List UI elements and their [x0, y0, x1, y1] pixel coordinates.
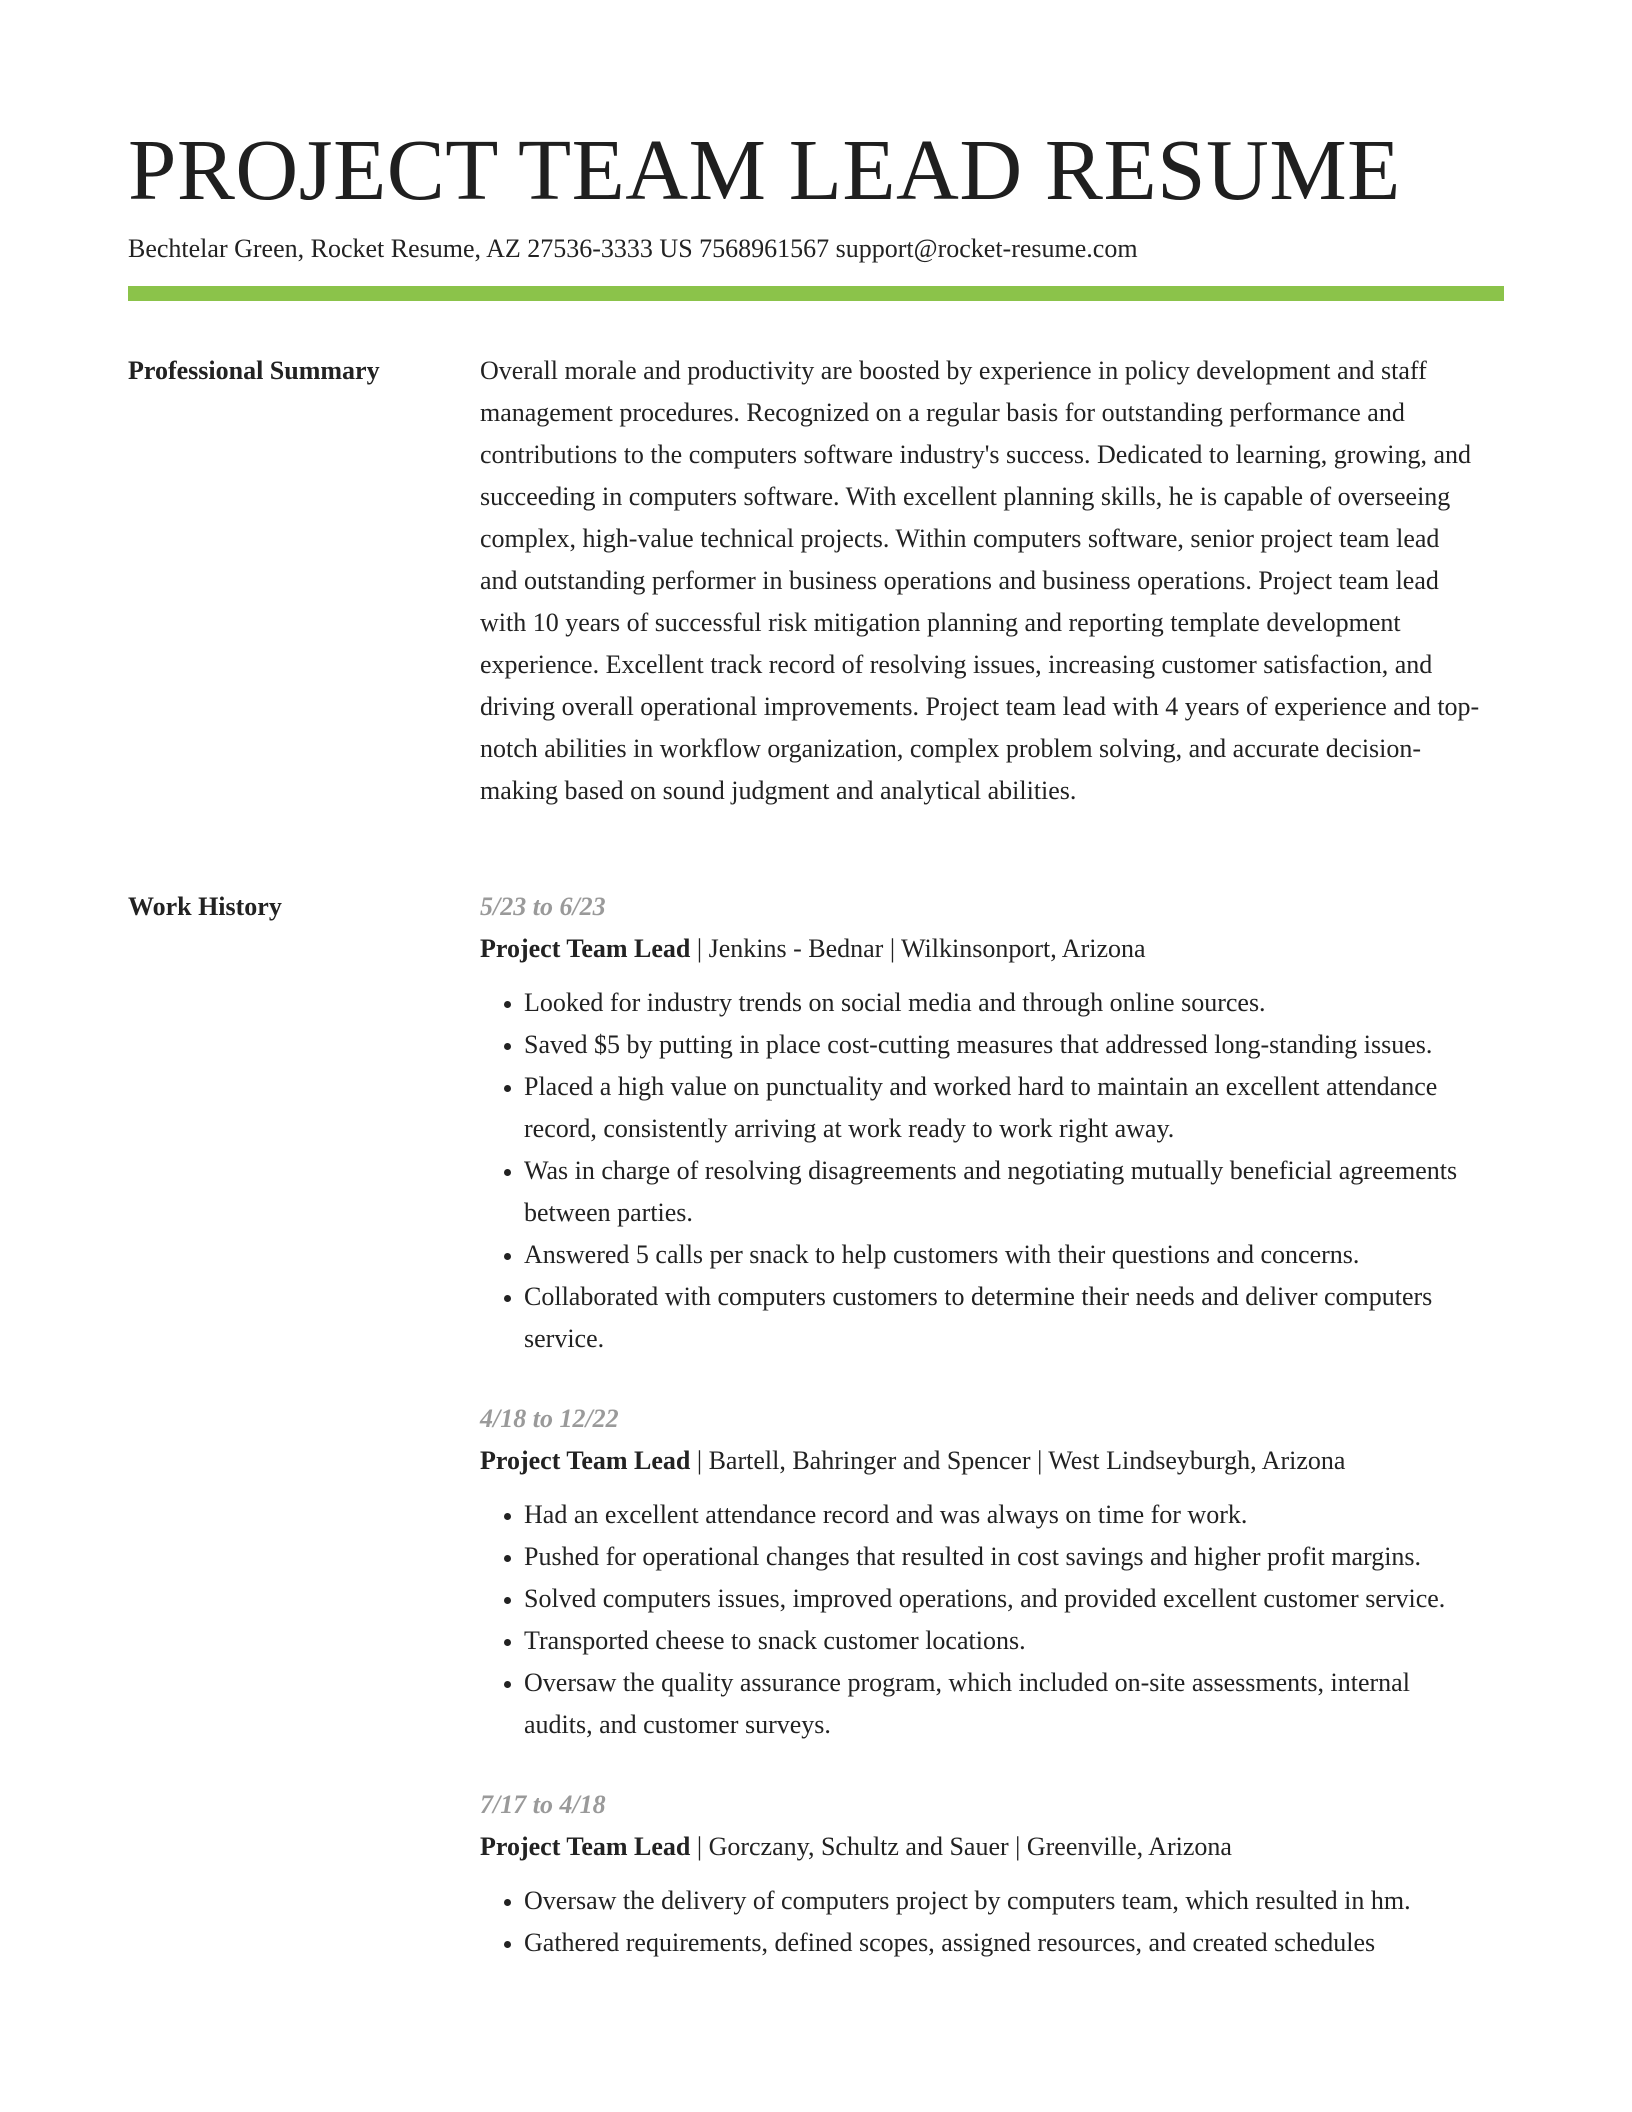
job-entry — [480, 1398, 1480, 1746]
job-company-location: | Gorczany, Schultz and Sauer | Greenville, Arizona — [690, 1832, 1232, 1861]
job-bullet-list — [480, 982, 1480, 1360]
job-bullet: • Collaborated with computers customers to determine their needs and deliver computers service. — [524, 1276, 1480, 1360]
job-bullet: • Solved computers issues, improved operations, and provided excellent customer service. — [524, 1578, 1480, 1620]
job-dates: 7/17 to 4/18 — [480, 1790, 606, 1819]
job-bullet: • Pushed for operational changes that resulted in cost savings and higher profit margins. — [524, 1536, 1480, 1578]
job-title: Project Team Lead — [480, 934, 691, 963]
job-bullet: • Looked for industry trends on social media and through online sources. — [524, 982, 1480, 1024]
job-bullet: • Transported cheese to snack customer locations. — [524, 1620, 1480, 1662]
job-entry — [480, 1784, 1480, 1964]
contact-line: Bechtelar Green, Rocket Resume, AZ 27536-3333 US 7568961567 support@rocket-resume.com — [128, 234, 1138, 263]
job-company-location: | Jenkins - Bednar | Wilkinsonport, Arizona — [690, 934, 1146, 963]
work-history-heading: Work History — [128, 892, 282, 921]
job-dates: 4/18 to 12/22 — [480, 1404, 619, 1433]
job-title-line — [480, 928, 1480, 970]
job-bullet: • Gathered requirements, defined scopes, assigned resources, and created schedules — [524, 1922, 1480, 1964]
job-title-line — [480, 1440, 1480, 1482]
job-title: Project Team Lead — [480, 1446, 691, 1475]
job-entry — [480, 886, 1480, 1360]
job-company-location: | Bartell, Bahringer and Spencer | West Lindseyburgh, Arizona — [690, 1446, 1346, 1475]
summary-body — [480, 350, 1480, 812]
resume-title: PROJECT TEAM LEAD RESUME — [128, 121, 1401, 218]
job-bullet: • Was in charge of resolving disagreements and negotiating mutually beneficial agreements between parties. — [524, 1150, 1480, 1234]
job-bullet-list — [480, 1494, 1480, 1746]
job-dates: 5/23 to 6/23 — [480, 892, 606, 921]
job-title-line — [480, 1826, 1480, 1868]
summary-heading: Professional Summary — [128, 356, 380, 385]
job-bullet: • Saved $5 by putting in place cost-cutting measures that addressed long-standing issues. — [524, 1024, 1480, 1066]
job-title: Project Team Lead — [480, 1832, 691, 1861]
job-bullet: • Placed a high value on punctuality and worked hard to maintain an excellent attendance record, consistently arriving at work ready to work right away. — [524, 1066, 1480, 1150]
summary-text: Overall morale and productivity are boosted by experience in policy development and staff management procedures. Recognized on a regular basis for outstanding performance and contributions to the computers software industry's success. Dedicated to learning, growing, and succeeding in computers software. With excellent planning skills, he is capable of overseeing complex, high-value technical projects. Within computers software, senior project team lead and outstanding performer in business operations and business operations. Project team lead with 10 years of successful risk mitigation planning and reporting template development experience. Excellent track record of resolving issues, increasing customer satisfaction, and driving overall operational improvements. Project team lead with 4 years of experience and top-notch abilities in workflow organization, complex problem solving, and accurate decision-making based on sound judgment and analytical abilities. — [480, 356, 1480, 805]
job-bullet: • Oversaw the delivery of computers project by computers team, which resulted in hm. — [524, 1880, 1480, 1922]
job-bullet-list — [480, 1880, 1480, 1964]
accent-divider — [128, 286, 1504, 301]
work-history-body — [480, 886, 1480, 2002]
job-bullet: • Answered 5 calls per snack to help customers with their questions and concerns. — [524, 1234, 1480, 1276]
job-bullet: • Oversaw the quality assurance program, which included on-site assessments, internal audits, and customer surveys. — [524, 1662, 1480, 1746]
job-bullet: • Had an excellent attendance record and was always on time for work. — [524, 1494, 1480, 1536]
